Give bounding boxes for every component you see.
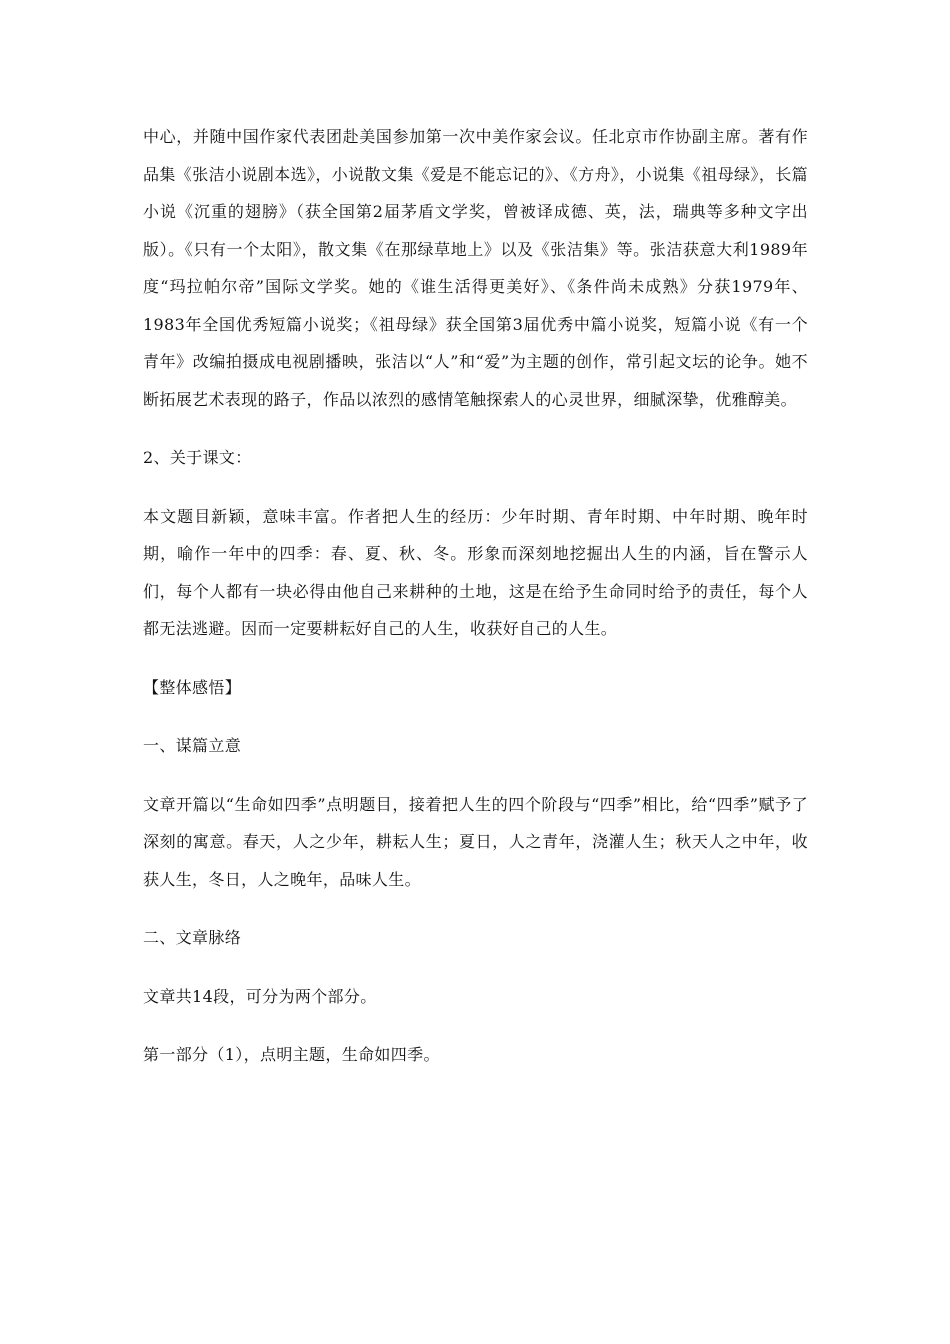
document-page — [143, 118, 808, 1074]
section-heading-about-text: 2、关于课文： — [143, 448, 252, 467]
section-heading-structure: 二、文章脉络 — [143, 928, 242, 947]
theme-paragraph: 文章开篇以“生命如四季”点明题目，接着把人生的四个阶段与“四季”相比，给“四季”赋予了深刻的寓意。春天，人之少年，耕耘人生；夏日，人之青年，浇灌人生；秋天人之中年，收获人生，冬日，人之晚年，品味人生。 — [143, 794, 808, 889]
author-bio-paragraph: 中心，并随中国作家代表团赴美国参加第一次中美作家会议。任北京市作协副主席。著有作品集《张洁小说剧本选》，小说散文集《爱是不能忘记的》、《方舟》，小说集《祖母绿》，长篇小说《沉重的翅膀》（获全国第2届茅盾文学奖，曾被译成德、英，法，瑞典等多种文字出版）。《只有一个太阳》，散文集《在那绿草地上》以及《张洁集》等。张洁获意大利1989年度“玛拉帕尔帝”国际文学奖。她的《谁生活得更美好》、《条件尚未成熟》分获1979年、1983年全国优秀短篇小说奖；《祖母绿》获全国第3届优秀中篇小说奖，短篇小说《有一个青年》改编拍摄成电视剧播映，张洁以“人”和“爱”为主题的创作，常引起文坛的论争。她不断拓展艺术表现的路子，作品以浓烈的感情笔触探索人的心灵世界，细腻深挚，优雅醇美。 — [143, 127, 808, 409]
part-one-paragraph: 第一部分（1），点明主题，生命如四季。 — [143, 1045, 440, 1064]
section-heading-theme: 一、谋篇立意 — [143, 736, 242, 755]
text-intro-paragraph: 本文题目新颖，意味丰富。作者把人生的经历：少年时期、青年时期、中年时期、晚年时期，喻作一年中的四季：春、夏、秋、冬。形象而深刻地挖掘出人生的内涵，旨在警示人们，每个人都有一块必得由他自己来耕种的土地，这是在给予生命同时给予的责任，每个人都无法逃避。因而一定要耕耘好自己的人生，收获好自己的人生。 — [143, 506, 808, 638]
structure-paragraph: 文章共14段，可分为两个部分。 — [143, 986, 377, 1006]
section-heading-overall: 【整体感悟】 — [143, 677, 242, 697]
